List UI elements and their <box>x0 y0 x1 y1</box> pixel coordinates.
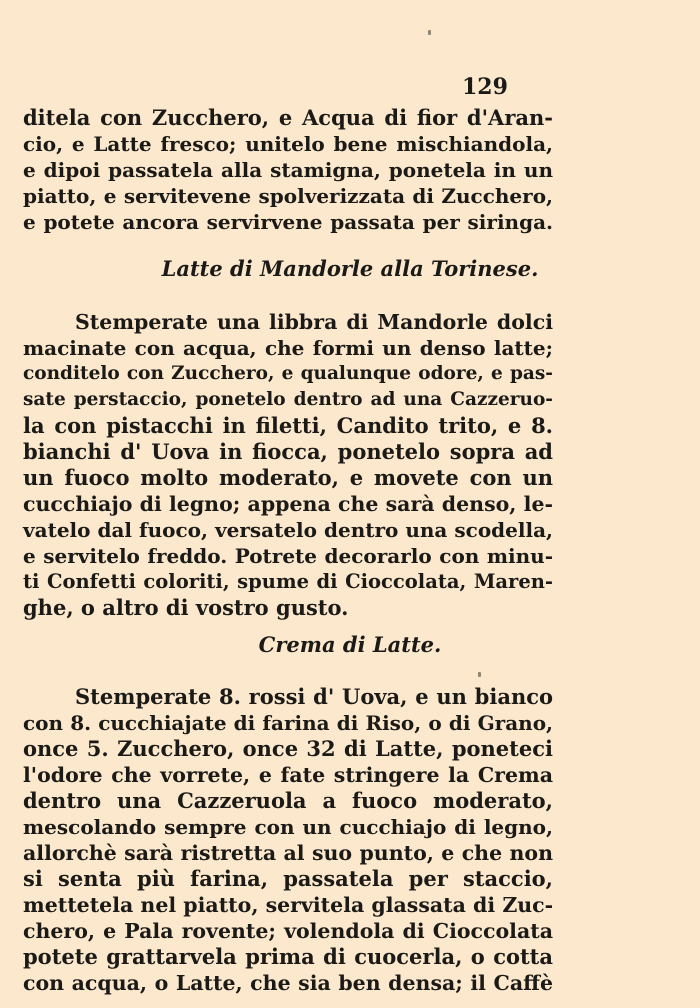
recipe-title-milk-cream: Crema di Latte. <box>258 632 442 657</box>
text-line: chero, e Pala rovente; volendola di Cioccolata <box>23 919 553 943</box>
text-line: la con pistacchi in filetti, Candito trito, e 8. <box>23 413 553 438</box>
text-line: ditela con Zucchero, e Acqua di fior d'Aran- <box>23 105 553 130</box>
text-line: potete grattarvela prima di cuocerla, o cotta <box>23 944 553 969</box>
text-line: once 5. Zucchero, once 32 di Latte, poneteci <box>23 736 553 761</box>
text-line: cio, e Latte fresco; unitelo bene mischiandola, <box>23 132 553 156</box>
text-line: allorchè sarà ristretta al suo punto, e che non <box>23 841 553 865</box>
recipe-title-almond-milk: Latte di Mandorle alla Torinese. <box>161 256 539 281</box>
text-line: un fuoco molto moderato, e movete con un <box>23 465 553 490</box>
text-line: e potete ancora servirvene passata per siringa. <box>23 210 553 234</box>
text-line: cucchiajo di legno; appena che sarà denso, le- <box>23 492 553 516</box>
text-line: sate perstaccio, ponetelo dentro ad una Cazzeruo- <box>23 389 553 410</box>
ink-speck <box>428 30 431 35</box>
text-line: conditelo con Zucchero, e qualunque odore, e pas- <box>23 363 553 384</box>
text-line: e dipoi passatela alla stamigna, ponetela in un <box>23 158 553 182</box>
text-line: vatelo dal fuoco, versatelo dentro una scodella, <box>23 518 553 542</box>
text-line: con 8. cucchiajate di farina di Riso, o di Grano, <box>23 711 553 735</box>
page-number: 129 <box>462 74 508 100</box>
text-line: Stemperate una libbra di Mandorle dolci <box>75 310 553 334</box>
text-line: mescolando sempre con un cucchiajo di legno, <box>23 815 553 839</box>
text-line: bianchi d' Uova in fiocca, ponetelo sopra ad <box>23 439 553 464</box>
text-line: l'odore che vorrete, e fate stringere la Crema <box>23 763 553 787</box>
text-line: con acqua, o Latte, che sia ben densa; il Caffè <box>23 971 553 995</box>
text-line: ti Confetti coloriti, spume di Cioccolata, Maren- <box>23 570 553 593</box>
text-line: mettetela nel piatto, servitela glassata di Zuc- <box>23 893 554 917</box>
ink-speck <box>478 672 481 677</box>
text-line: Stemperate 8. rossi d' Uova, e un bianco <box>75 684 553 709</box>
text-line: macinate con acqua, che formi un denso latte; <box>23 336 553 360</box>
text-line: e servitelo freddo. Potrete decorarlo con minu- <box>23 544 553 568</box>
text-line: dentro una Cazzeruola a fuoco moderato, <box>23 788 553 813</box>
text-line: ghe, o altro di vostro gusto. <box>23 595 349 620</box>
text-line: si senta più farina, passatela per staccio, <box>23 866 553 891</box>
text-line: piatto, e servitevene spolverizzata di Zucchero, <box>23 184 553 208</box>
